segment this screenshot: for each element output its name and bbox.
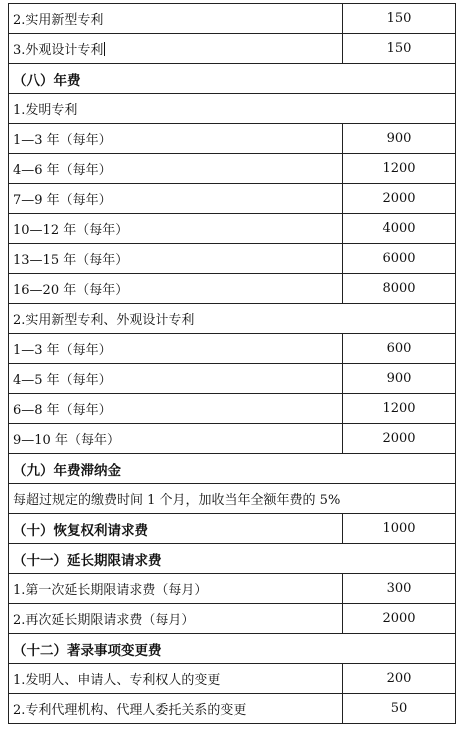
section-row (9, 634, 456, 664)
table-row (9, 334, 456, 364)
row-label (9, 664, 343, 693)
row-label (9, 574, 343, 603)
row-label (9, 214, 343, 243)
row-label-text: 7—9 年（每年） (13, 193, 112, 208)
row-label-text: （八）年费 (13, 72, 81, 89)
row-label-text: 9—10 年（每年） (13, 433, 120, 448)
row-label (9, 544, 456, 573)
row-value: 2000 (343, 184, 456, 213)
row-label (9, 274, 343, 303)
row-label (9, 514, 343, 543)
row-label (9, 394, 343, 423)
row-label-text: （九）年费滞纳金 (13, 462, 121, 479)
section-row (9, 454, 456, 484)
row-label (9, 124, 343, 153)
row-label (9, 334, 343, 363)
table-row (9, 394, 456, 424)
row-label (9, 64, 456, 93)
row-value: 900 (343, 364, 456, 393)
table-row (9, 604, 456, 634)
table-row (9, 274, 456, 304)
row-label-text: （十一）延长期限请求费 (13, 552, 162, 569)
section-row (9, 544, 456, 574)
table-row (9, 4, 456, 34)
row-value: 150 (343, 4, 456, 33)
row-value: 1200 (343, 154, 456, 183)
row-label-text: 2.实用新型专利 (13, 13, 104, 28)
table-row (9, 34, 456, 64)
row-label (9, 604, 343, 633)
row-value: 4000 (343, 214, 456, 243)
table-row (9, 244, 456, 274)
table-row (9, 694, 456, 724)
row-label (9, 184, 343, 213)
row-label (9, 304, 456, 333)
table-row (9, 154, 456, 184)
text-cursor (104, 42, 105, 56)
table-row (9, 574, 456, 604)
row-label (9, 484, 456, 513)
row-label-text: 每超过规定的缴费时间 1 个月，加收当年全额年费的 5% (13, 493, 341, 508)
row-value: 600 (343, 334, 456, 363)
section-row (9, 64, 456, 94)
row-label-text: 4—5 年（每年） (13, 373, 112, 388)
row-label-text: 2.再次延长期限请求费（每月） (13, 613, 195, 628)
row-value: 300 (343, 574, 456, 603)
row-label-text: （十）恢复权利请求费 (13, 522, 148, 539)
row-label-text: 1.发明专利 (13, 103, 78, 118)
row-label-text: （十二）著录事项变更费 (13, 642, 162, 659)
fee-table (8, 3, 456, 724)
table-row (9, 424, 456, 454)
row-label (9, 244, 343, 273)
row-value: 50 (343, 694, 456, 723)
table-row (9, 304, 456, 334)
table-row (9, 484, 456, 514)
row-value: 900 (343, 124, 456, 153)
table-row (9, 214, 456, 244)
row-label-text: 2.实用新型专利、外观设计专利 (13, 313, 195, 328)
row-value: 1200 (343, 394, 456, 423)
row-value: 2000 (343, 424, 456, 453)
row-label-text: 13—15 年（每年） (13, 253, 129, 268)
row-label-text: 1.第一次延长期限请求费（每月） (13, 583, 208, 598)
section-row (9, 514, 456, 544)
row-label (9, 634, 456, 663)
table-row (9, 664, 456, 694)
row-value: 2000 (343, 604, 456, 633)
row-label (9, 154, 343, 183)
row-label (9, 34, 343, 63)
row-label-text: 2.专利代理机构、代理人委托关系的变更 (13, 703, 247, 718)
row-label (9, 94, 456, 123)
row-value: 200 (343, 664, 456, 693)
row-label (9, 424, 343, 453)
row-label (9, 364, 343, 393)
row-label (9, 694, 343, 723)
row-label-text: 1—3 年（每年） (13, 343, 112, 358)
table-row (9, 364, 456, 394)
row-label-text: 1.发明人、申请人、专利权人的变更 (13, 673, 221, 688)
row-value: 1000 (343, 514, 456, 543)
row-label-text: 1—3 年（每年） (13, 133, 112, 148)
row-label-text: 10—12 年（每年） (13, 223, 129, 238)
row-label-text: 6—8 年（每年） (13, 403, 112, 418)
row-label-text: 4—6 年（每年） (13, 163, 112, 178)
table-row (9, 124, 456, 154)
table-row (9, 94, 456, 124)
row-label (9, 4, 343, 33)
row-value: 8000 (343, 274, 456, 303)
row-label (9, 454, 456, 483)
row-value: 150 (343, 34, 456, 63)
row-label-text: 16—20 年（每年） (13, 283, 129, 298)
row-label-text: 3.外观设计专利 (13, 43, 104, 58)
table-row (9, 184, 456, 214)
row-value: 6000 (343, 244, 456, 273)
